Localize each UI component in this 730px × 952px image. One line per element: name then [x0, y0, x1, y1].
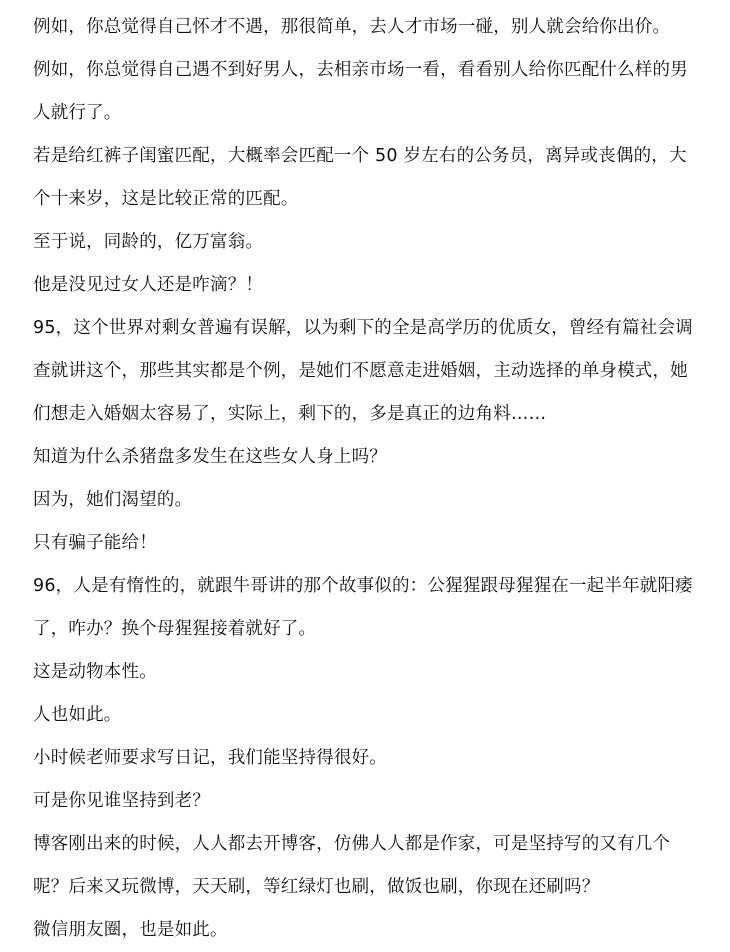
paragraph: 微信朋友圈，也是如此。	[33, 920, 228, 940]
paragraph: 若是给红裤子闺蜜匹配，大概率会匹配一个 50 岁左右的公务员，离异或丧偶的，大个十来岁，这是比较正常的匹配。	[33, 146, 687, 209]
paragraph: 95，这个世界对剩女普遍有误解，以为剩下的全是高学历的优质女，曾经有篇社会调查就讲这个，那些其实都是个例，是她们不愿意走进婚姻，主动选择的单身模式，她们想走入婚姻太容易了，实际上，剩下的，多是真正的边角料……	[33, 318, 693, 424]
paragraph: 小时候老师要求写日记，我们能坚持得很好。	[33, 748, 387, 768]
paragraph: 这是动物本性。	[33, 662, 157, 682]
paragraph: 至于说，同龄的，亿万富翁。	[33, 232, 264, 252]
paragraph: 因为，她们渴望的。	[33, 490, 193, 510]
paragraph: 他是没见过女人还是咋滴？！	[33, 275, 264, 295]
paragraph: 只有骗子能给！	[33, 533, 157, 553]
paragraph: 96，人是有惰性的，就跟牛哥讲的那个故事似的：公猩猩跟母猩猩在一起半年就阳痿了，咋办？换个母猩猩接着就好了。	[33, 576, 693, 639]
paragraph: 知道为什么杀猪盘多发生在这些女人身上吗？	[33, 447, 387, 467]
paragraph: 人也如此。	[33, 705, 122, 725]
paragraph: 例如，你总觉得自己怀才不遇，那很简单，去人才市场一碰，别人就会给你出价。	[33, 17, 671, 37]
paragraph: 例如，你总觉得自己遇不到好男人，去相亲市场一看，看看别人给你匹配什么样的男人就行了。	[33, 60, 688, 123]
paragraph: 可是你见谁坚持到老？	[33, 791, 210, 811]
paragraph: 博客刚出来的时候，人人都去开博客，仿佛人人都是作家，可是坚持写的又有几个呢？后来又玩微博，天天刷，等红绿灯也刷，做饭也刷，你现在还刷吗？	[33, 834, 671, 897]
